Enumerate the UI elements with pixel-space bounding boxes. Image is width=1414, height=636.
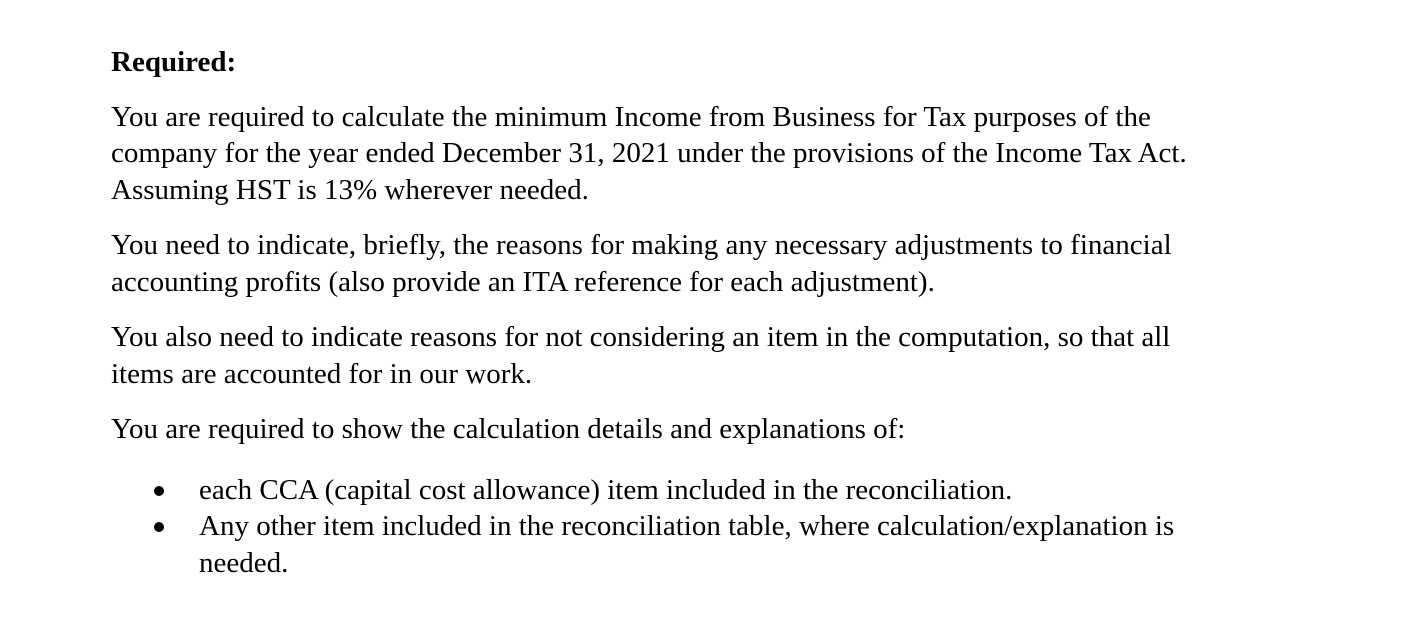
paragraph-calculate-income: You are required to calculate the minimum Income from Business for Tax purposes of the company for the year ended December 31, 2021 under the provisions of the Income Tax Act. Assuming HST is 13% wherever needed. [111, 100, 1187, 206]
list-item-text: each CCA (capital cost allowance) item included in the reconciliation. [199, 473, 1013, 506]
bullet-icon [154, 522, 164, 532]
paragraph-adjustment-reasons: You need to indicate, briefly, the reasons for making any necessary adjustments to financial accounting profits (also provide an ITA reference for each adjustment). [111, 229, 1172, 298]
paragraph-exclusion-reasons: You also need to indicate reasons for not considering an item in the computation, so that all items are accounted for in our work. [111, 321, 1171, 390]
required-heading: Required: [111, 46, 237, 78]
bullet-icon [154, 486, 164, 496]
list-item [111, 508, 1221, 581]
list-item-text: Any other item included in the reconciliation table, where calculation/explanation is needed. [199, 510, 1175, 579]
bullet-list [111, 472, 1221, 582]
document-page [111, 44, 1221, 579]
paragraph-calculation-details: You are required to show the calculation details and explanations of: [111, 413, 906, 445]
list-item [111, 472, 1221, 509]
